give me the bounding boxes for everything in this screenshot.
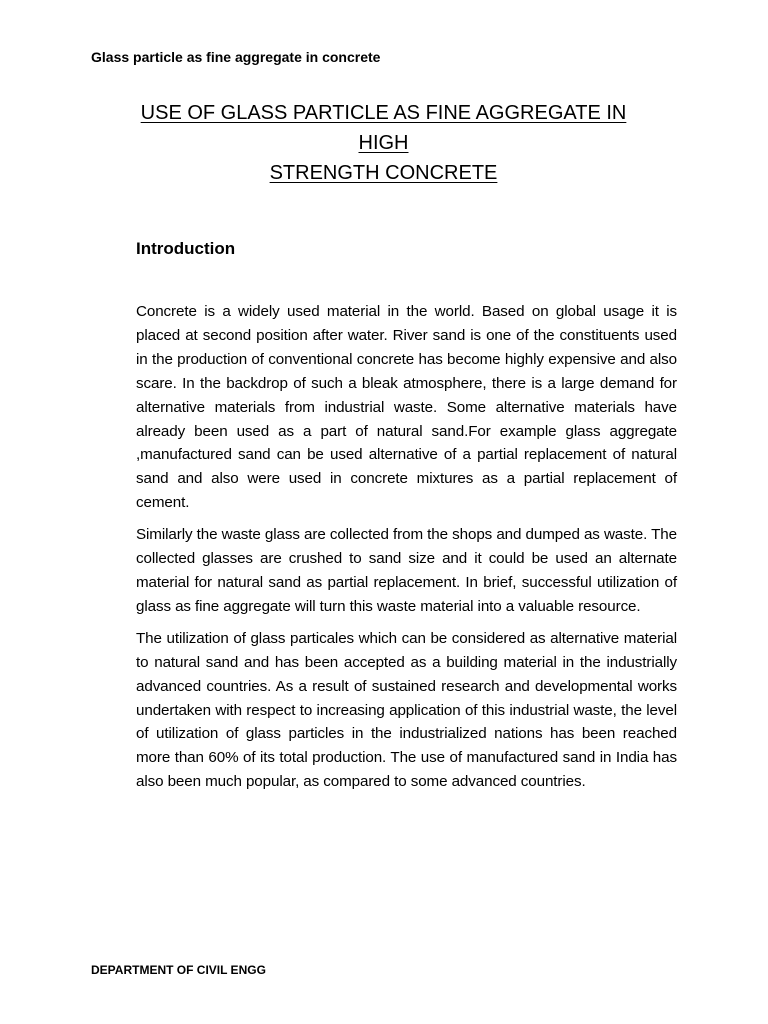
running-header: Glass particle as fine aggregate in concrete xyxy=(91,49,381,65)
body-text xyxy=(136,300,677,802)
document-title-line-2: STRENGTH CONCRETE xyxy=(269,162,498,184)
document-title xyxy=(120,98,647,188)
section-heading-introduction: Introduction xyxy=(136,239,236,258)
paragraph-3: The utilization of glass particales which can be considered as alternative material to natural sand and has been accepted as a building material in the industrially advanced countries. As a result of sustained research and developmental works undertaken with respect to increasing application of this industrial waste, the level of utilization of glass particles in the industrialized nations has been reached more than 60% of its total production. The use of manufactured sand in India has also been much popular, as compared to some advanced countries. xyxy=(136,629,677,791)
running-footer: DEPARTMENT OF CIVIL ENGG xyxy=(91,963,266,977)
document-title-line-1: USE OF GLASS PARTICLE AS FINE AGGREGATE IN HIGH xyxy=(140,102,627,154)
paragraph-1: Concrete is a widely used material in the world. Based on global usage it is placed at second position after water. River sand is one of the constituents used in the production of conventional concrete has become highly expensive and also scare. In the backdrop of such a bleak atmosphere, there is a large demand for alternative materials from industrial waste. Some alternative materials have already been used as a part of natural sand.For example glass aggregate ,manufactured sand can be used alternative of a partial replacement of natural sand and also were used in concrete mixtures as a partial replacement of cement. xyxy=(136,303,677,512)
paragraph-2: Similarly the waste glass are collected from the shops and dumped as waste. The collected glasses are crushed to sand size and it could be used an alternate material for natural sand as partial replacement. In brief, successful utilization of glass as fine aggregate will turn this waste material into a valuable resource. xyxy=(136,526,677,615)
